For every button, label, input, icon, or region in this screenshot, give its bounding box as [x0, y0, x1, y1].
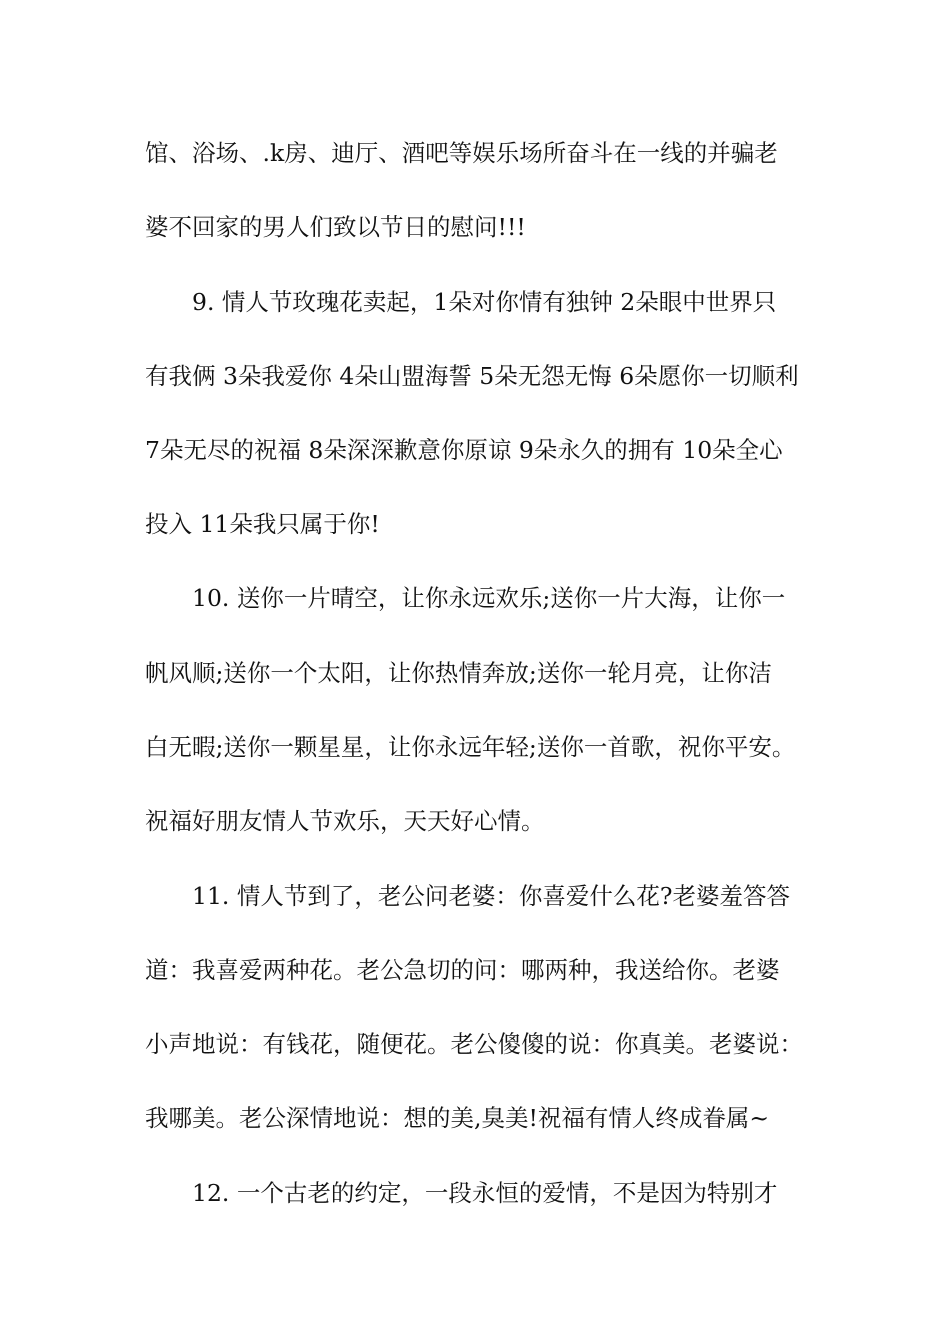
text-line: 7朵无尽的祝福 8朵深深歉意你原谅 9朵永久的拥有 10朵全心	[145, 436, 783, 464]
paragraph-first-line: 12. 一个古老的约定，一段永恒的爱情，不是因为特别才	[192, 1179, 778, 1207]
text-line: 馆、浴场、.k房、迪厅、酒吧等娱乐场所奋斗在一线的并骗老	[145, 139, 778, 167]
paragraph-first-line: 10. 送你一片晴空，让你永远欢乐;送你一片大海，让你一	[192, 584, 786, 612]
text-line: 祝福好朋友情人节欢乐，天天好心情。	[145, 807, 545, 835]
text-line: 白无暇;送你一颗星星，让你永远年轻;送你一首歌，祝你平安。	[145, 733, 796, 761]
paragraph-first-line: 9. 情人节玫瑰花卖起，1朵对你情有独钟 2朵眼中世界只	[192, 288, 777, 316]
text-line: 帆风顺;送你一个太阳，让你热情奔放;送你一轮月亮，让你洁	[145, 659, 772, 687]
paragraph-first-line: 11. 情人节到了，老公问老婆：你喜爱什么花?老婆羞答答	[192, 882, 790, 910]
text-line: 道：我喜爱两种花。老公急切的问：哪两种，我送给你。老婆	[145, 956, 780, 984]
text-line: 有我俩 3朵我爱你 4朵山盟海誓 5朵无怨无悔 6朵愿你一切顺利	[145, 362, 799, 390]
text-line: 婆不回家的男人们致以节日的慰问!!!	[145, 213, 526, 241]
text-line: 我哪美。老公深情地说：想的美,臭美!祝福有情人终成眷属~	[145, 1104, 770, 1132]
text-line: 投入 11朵我只属于你!	[145, 510, 380, 538]
text-line: 小声地说：有钱花，随便花。老公傻傻的说：你真美。老婆说：	[145, 1030, 803, 1058]
